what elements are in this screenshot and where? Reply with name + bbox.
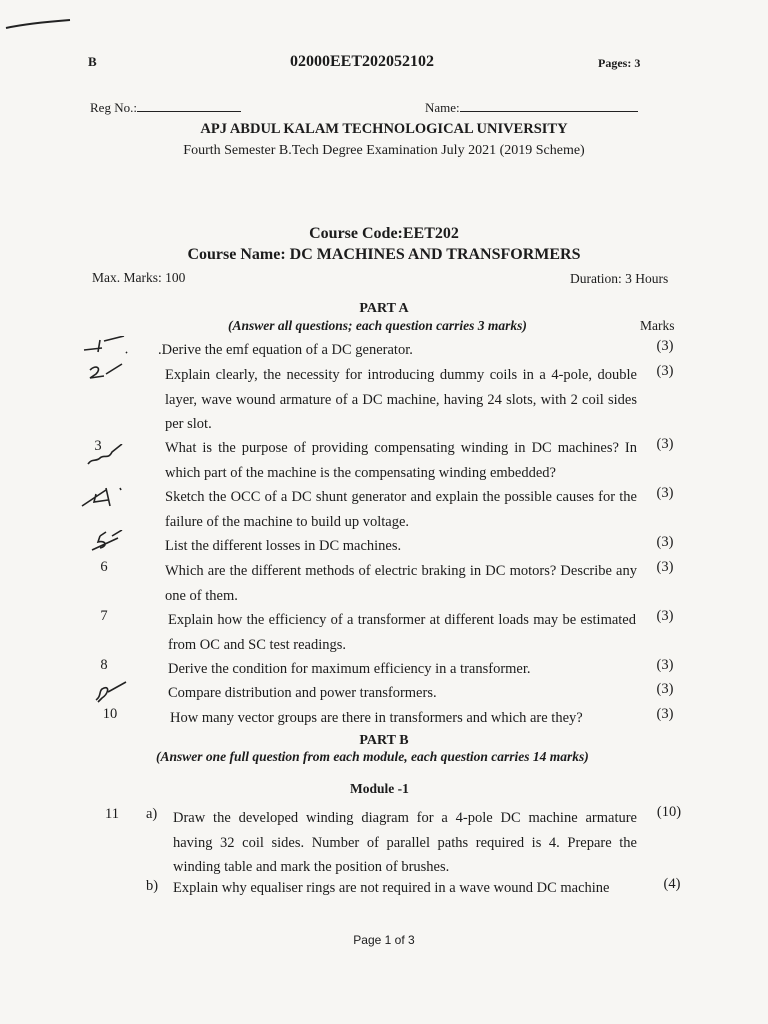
- tick-mark-icon: [92, 680, 132, 704]
- question-3-text: What is the purpose of providing compensating winding in DC machines? In which part of the machine is the compensating winding embedded?: [165, 440, 637, 481]
- part-a-instruction: (Answer all questions; each question carries 3 marks): [228, 318, 527, 333]
- duration: Duration: 3 Hours: [570, 271, 669, 286]
- page-footer: Page 1 of 3: [353, 933, 415, 947]
- question-4-text: Sketch the OCC of a DC shunt generator and explain the possible causes for the failure of the machine to build up voltage.: [165, 489, 637, 530]
- question-2-text: Explain clearly, the necessity for introducing dummy coils in a 4-pole, double layer, wave wound armature of a DC machine, having 24 slots, with 2 coil sides per slot.: [165, 367, 637, 432]
- question-10-number: 10: [102, 706, 118, 722]
- question-10-text: How many vector groups are there in transformers and which are they?: [170, 710, 583, 726]
- question-7-text: Explain how the efficiency of a transformer at different loads may be estimated from OC and SC test readings.: [168, 612, 636, 653]
- question-9-text: Compare distribution and power transformers.: [168, 685, 437, 701]
- tick-q9: [92, 680, 132, 709]
- marks-header: Marks: [640, 318, 675, 333]
- tick-q2: [86, 362, 126, 389]
- tick-mark-icon: [82, 336, 132, 358]
- question-3-marks: (3): [656, 436, 674, 452]
- tick-mark-icon: [86, 444, 126, 468]
- question-11b-label: b): [146, 878, 159, 894]
- set-label: B: [88, 54, 97, 69]
- course-code: Course Code:EET202: [309, 225, 459, 242]
- name-label: Name:: [425, 100, 460, 115]
- tick-q3: [86, 444, 126, 473]
- question-7-number: 7: [100, 608, 108, 624]
- question-11a-text: Draw the developed winding diagram for a 4-pole DC machine armature having 32 coil sides. Number of parallel paths required is 4. Prepare the winding table and mark the position of brushes.: [173, 810, 637, 875]
- question-11b-text: Explain why equaliser rings are not required in a wave wound DC machine: [173, 880, 610, 896]
- paper-code: 02000EET202052102: [290, 53, 435, 70]
- course-name: Course Name: DC MACHINES AND TRANSFORMERS: [187, 246, 581, 263]
- question-11a-label: a): [146, 806, 158, 822]
- max-marks: Max. Marks: 100: [92, 270, 186, 285]
- name-field: [425, 99, 638, 116]
- tick-mark-icon: [86, 362, 126, 384]
- question-4-marks: (3): [656, 485, 674, 501]
- question-8-marks: (3): [656, 657, 674, 673]
- question-11b-marks: (4): [663, 876, 681, 892]
- question-1-marks: (3): [656, 338, 674, 354]
- question-6-marks: (3): [656, 559, 674, 575]
- question-6-text: Which are the different methods of electric braking in DC motors? Describe any one of them.: [165, 563, 637, 604]
- question-8-number: 8: [100, 657, 108, 673]
- part-b-title: PART B: [359, 733, 409, 748]
- module-1-heading: Module -1: [350, 781, 409, 796]
- pen-mark-corner: [4, 14, 74, 36]
- reg-no-label: Reg No.:: [90, 100, 137, 115]
- question-1-text: .Derive the emf equation of a DC generator.: [158, 342, 413, 358]
- question-5-text: List the different losses in DC machines.: [165, 538, 402, 554]
- part-a-title: PART A: [359, 301, 409, 316]
- question-11-number: 11: [105, 806, 119, 822]
- university-name: APJ ABDUL KALAM TECHNOLOGICAL UNIVERSITY: [200, 121, 568, 137]
- tick-mark-icon: [80, 484, 130, 510]
- reg-no-blank: [137, 99, 241, 112]
- question-7-marks: (3): [656, 608, 674, 624]
- reg-no-field: [90, 99, 241, 116]
- question-9-marks: (3): [656, 681, 674, 697]
- name-blank: [460, 99, 638, 112]
- tick-q5: [88, 530, 128, 559]
- question-6-number: 6: [100, 559, 108, 575]
- question-8-text: Derive the condition for maximum efficiency in a transformer.: [168, 661, 531, 677]
- question-2-marks: (3): [656, 363, 674, 379]
- question-11a-marks: (10): [656, 804, 682, 820]
- part-b-instruction: (Answer one full question from each module, each question carries 14 marks): [156, 749, 589, 764]
- tick-mark-icon: [88, 530, 128, 554]
- exam-title: Fourth Semester B.Tech Degree Examination July 2021 (2019 Scheme): [183, 143, 585, 158]
- question-10-marks: (3): [656, 706, 674, 722]
- tick-q1: [82, 336, 132, 363]
- question-5-marks: (3): [656, 534, 674, 550]
- tick-q4: [80, 484, 130, 515]
- pages-count: Pages: 3: [598, 56, 641, 70]
- question-3-number: 3: [94, 438, 102, 454]
